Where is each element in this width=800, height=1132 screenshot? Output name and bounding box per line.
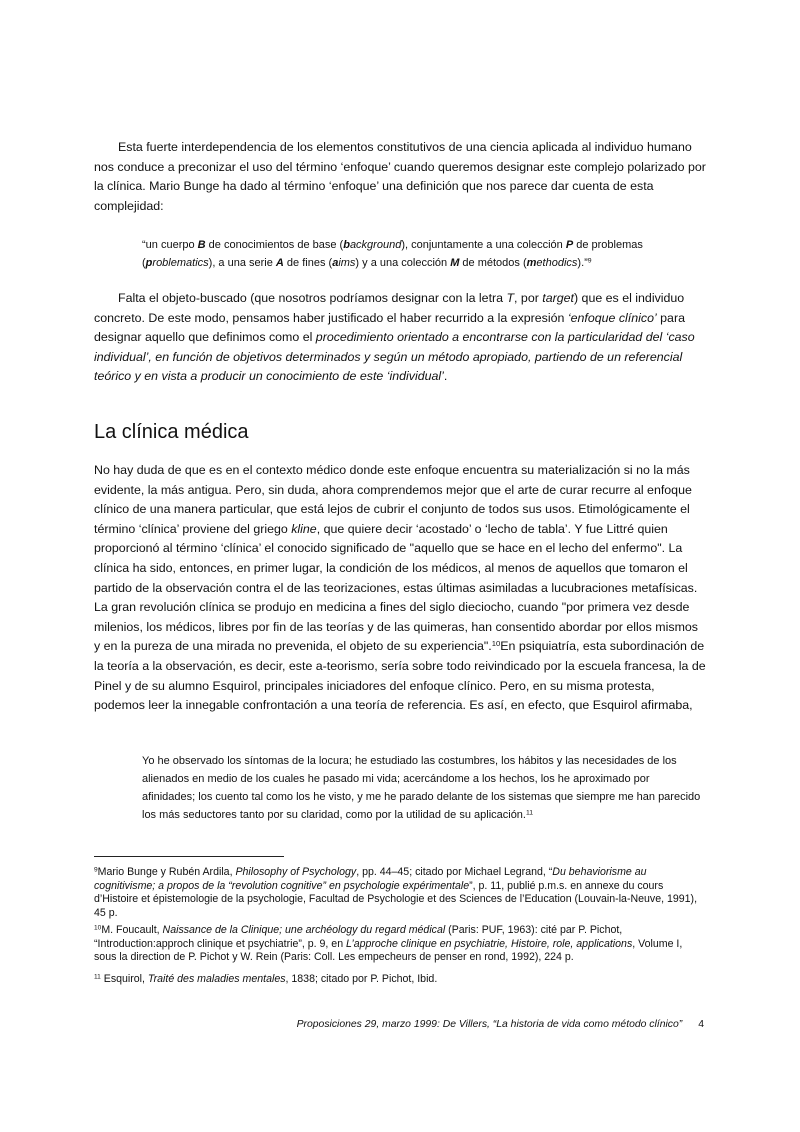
para-italic: kline (291, 521, 317, 536)
para-text: , por (514, 291, 543, 305)
journal-name: Proposiciones (296, 1019, 362, 1030)
footnote-text: Mario Bunge y Rubén Ardila, (97, 866, 236, 878)
quote-text: ) y a una colección (355, 257, 451, 269)
esquirol-quote (142, 752, 702, 824)
footnote-italic: Du behaviorisme au cognitivisme; a propos de la “revolution cognitive” en psychologie expérimentale (94, 866, 647, 892)
quote-text: de métodos ( (459, 257, 527, 269)
quote-text: de problemas ( (142, 239, 643, 269)
para-text: ) que es el individuo concreto. De este modo, pensamos haber justificado el haber recurrido a la expresión (94, 291, 685, 325)
para-text: para designar aquello que definimos como el (94, 310, 685, 345)
quote-bold-letter: b (343, 239, 350, 251)
quote-bold-letter: p (145, 257, 153, 269)
quote-italic: ethodics (536, 257, 578, 269)
quote-text: “un cuerpo (142, 239, 198, 251)
quote-text: de fines ( (283, 257, 333, 269)
footnote-italic: L’approche clinique en psychiatrie, Histoire, role, applications (346, 937, 633, 950)
para-text: En psiquiatría, esta subordinación de la teoría a la observación, es decir, este a-teorismo, sería sobre todo reivindicado por la escuela francesa, la de Pinel y de su alumno Esquirol, principales iniciadores del enfoque clínico. Pero, en su misma protesta, podemos leer la innegable confrontación a una teoría de referencia. Es así, en efecto, que Esquirol afirmaba, (94, 639, 706, 713)
para-italic: target (542, 291, 574, 305)
footnote-number: 10 (94, 924, 102, 932)
footnote-text: , 1838; citado por P. Pichot, Ibid. (285, 973, 438, 985)
running-footer (297, 1018, 704, 1032)
quote-bold-letter: m (526, 257, 537, 269)
footnote-italic: Philosophy of Psychology (235, 866, 357, 878)
footnote-11 (94, 973, 706, 987)
footnote-text: (Paris: PUF, 1963): cité par P. Pichot, “Introduction:approch clinique et psychiatrie”, p. 9, en (94, 924, 623, 950)
footnote-divider (94, 856, 284, 857)
quote-bold-letter: A (275, 257, 284, 269)
quote-text: ), a una serie (208, 257, 276, 269)
quote-text: ).” (577, 257, 588, 269)
quote-text: ), conjuntamente a una colección (401, 239, 566, 251)
quote-italic: ackground (349, 239, 402, 251)
quote-bold-letter: P (565, 239, 574, 251)
footnote-text: Esquirol, (100, 973, 148, 985)
target-paragraph (94, 289, 706, 387)
footnote-text: ”, p. 11, publié p.m.s. en annexe du cours d’Histoire et épistemologie de la psychologie, Facultad de Psychologie et des Sciences de l’Education (Louvain-la-Neuve, 1991), 45 p. (94, 879, 698, 919)
quote-text: de conocimientos de base ( (205, 239, 344, 251)
bunge-quote (142, 236, 702, 272)
page-number: 4 (698, 1019, 704, 1030)
footnote-text: M. Foucault, (101, 924, 163, 936)
footnote-9 (94, 866, 706, 920)
quote-text: Yo he observado los síntomas de la locura; he estudiado las costumbres, los hábitos y las necesidades de los alienados en medio de los cuales he pasado mi vida; acercándome a los hechos, los he aproximado por afinidades; los cuento tal como los he visto, y me he parado delante de los sistemas que siempre me han parecido los más seductores tanto por su claridad, como por la utilidad de su aplicación. (142, 755, 701, 821)
footnote-text: , Volume I, sous la direction de P. Pichot y W. Rein (Paris: Coll. Les empecheurs de penser en rond, 1992), 224 p. (94, 937, 683, 964)
para-text: . (443, 369, 448, 384)
clinica-paragraph (94, 461, 706, 716)
intro-text: Esta fuerte interdependencia de los elementos constitutivos de una ciencia aplicada al individuo humano nos conduce a preconizar el uso del término ‘enfoque’ cuando queremos designar este complejo polarizado por la clínica. Mario Bunge ha dado al término ‘enfoque’ una definición que nos parece dar cuenta de esta complejidad: (94, 140, 706, 213)
para-italic: procedimiento orientado a encontrarse con la particularidad del ‘caso individual’, en función de objetivos determinados y según un método apropiado, partiendo de un referencial teórico y en vista a producir un conocimiento de este ‘individual’ (94, 330, 695, 384)
intro-paragraph (94, 138, 706, 216)
para-text: No hay duda de que es en el contexto médico donde este enfoque encuentra su materialización si no la más evidente, la más antigua. Pero, sin duda, ahora comprendemos mejor que el arte de curar recurre al enfoque clínico de una manera particular, que está lejos de cubrir el conjunto de todos sus usos. Etimológicamente el término ‘clínica’ proviene del griego (94, 463, 692, 536)
footnote-number: 9 (94, 866, 98, 874)
quote-italic: ims (338, 257, 356, 269)
para-italic: T (506, 291, 515, 305)
para-text: , que quiere decir ‘acostado’ o ‘lecho de tabla’. Y fue Littré quien proporcionó al término ‘clínica’ el conocido significado de "aquello que se hace en el lecho del enfermo". La clínica ha sido, entonces, en primer lugar, la condición de los médicos, al menos de aquellos que tomaron el partido de la observación contra el de las teorizaciones, estas últimas asimiladas a lucubraciones metafísicas. La gran revolución clínica se produjo en medicina a fines del siglo dieciocho, cuando "por primera vez desde milenios, los médicos, libres por fin de las teorías y de las quimeras, han consentido abordar por ellos mismos y en la pureza de una mirada no prevenida, el objeto de su experiencia". (94, 521, 698, 654)
quote-bold-letter: B (197, 239, 206, 251)
footnote-number: 11 (94, 973, 101, 981)
footnote-italic: Traité des maladies mentales (147, 973, 286, 985)
para-text: Falta el objeto-buscado (que nosotros podríamos designar con la letra (118, 291, 507, 305)
quote-bold-letter: a (332, 257, 339, 269)
para-italic: ‘enfoque clínico’ (567, 310, 657, 325)
quote-italic: roblematics (152, 257, 209, 269)
footnote-ref-9[interactable]: 9 (587, 257, 592, 265)
footnote-ref-10[interactable]: 10 (491, 639, 501, 649)
footnote-10 (94, 924, 706, 965)
footer-citation: 29, marzo 1999: De Villers, “La historia de vida como método clínico” (361, 1019, 683, 1030)
quote-bold-letter: M (450, 257, 460, 269)
footnote-ref-11[interactable]: 11 (526, 809, 534, 817)
section-heading: La clínica médica (94, 421, 249, 443)
footnote-text: , pp. 44–45; citado por Michael Legrand, “ (356, 866, 553, 878)
footnote-italic: Naissance de la Clinique; une archéology du regard médical (162, 924, 446, 936)
